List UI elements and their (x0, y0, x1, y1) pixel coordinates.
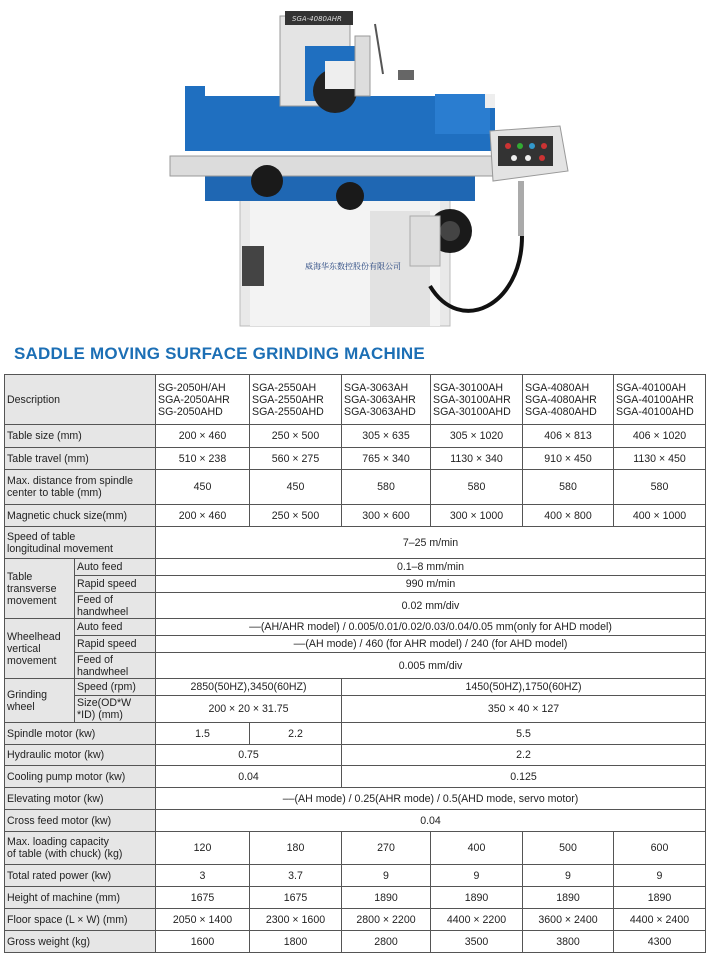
cell: 250 × 500 (250, 505, 342, 527)
cell: 0.04 (156, 766, 342, 788)
cell: 300 × 600 (342, 505, 431, 527)
row-label: Hydraulic motor (kw) (5, 745, 156, 766)
table-row (5, 653, 706, 679)
cell: 4300 (614, 931, 706, 953)
cell: 2800 (342, 931, 431, 953)
machine-label: SGA-4080AHR (292, 15, 342, 23)
cell: 400 × 1000 (614, 505, 706, 527)
row-label: Magnetic chuck size(mm) (5, 505, 156, 527)
cell: ––(AH mode) / 460 (for AHR model) / 240 (for AHD model) (156, 636, 706, 653)
description-label: Description (5, 375, 156, 425)
table-row (5, 470, 706, 505)
row-label: Max. loading capacity of table (with chuck) (kg) (5, 832, 156, 865)
cell: 1.5 (156, 723, 250, 745)
page-title: SADDLE MOVING SURFACE GRINDING MACHINE (14, 344, 425, 363)
model-cell: SGA-2550AH SGA-2550AHR SGA-2550AHD (250, 375, 342, 425)
cell: ––(AH mode) / 0.25(AHR mode) / 0.5(AHD mode, servo motor) (156, 788, 706, 810)
table-row (5, 766, 706, 788)
cell: 1890 (342, 887, 431, 909)
row-label: Wheelhead vertical movement (5, 619, 75, 679)
sub-label: Auto feed (75, 559, 156, 576)
cell: 250 × 500 (250, 425, 342, 448)
table-row (5, 559, 706, 576)
cell: 9 (431, 865, 523, 887)
cell: 1890 (431, 887, 523, 909)
cell: 1130 × 450 (614, 448, 706, 470)
cell: 9 (342, 865, 431, 887)
cell: 4400 × 2200 (431, 909, 523, 931)
cell: 2050 × 1400 (156, 909, 250, 931)
cell: 200 × 460 (156, 425, 250, 448)
cell: 406 × 1020 (614, 425, 706, 448)
cell: 2300 × 1600 (250, 909, 342, 931)
cell: 510 × 238 (156, 448, 250, 470)
cell: 0.005 mm/div (156, 653, 706, 679)
table-row (5, 619, 706, 636)
cell: 0.75 (156, 745, 342, 766)
table-row (5, 679, 706, 696)
cell: 7–25 m/min (156, 527, 706, 559)
cell: 910 × 450 (523, 448, 614, 470)
row-label: Max. distance from spindle center to table (mm) (5, 470, 156, 505)
cell: 2.2 (342, 745, 706, 766)
sub-label: Speed (rpm) (75, 679, 156, 696)
cell: 0.125 (342, 766, 706, 788)
cell: 450 (250, 470, 342, 505)
model-cell: SGA-4080AH SGA-4080AHR SGA-4080AHD (523, 375, 614, 425)
table-row (5, 887, 706, 909)
table-row (5, 810, 706, 832)
row-label: Speed of table longitudinal movement (5, 527, 156, 559)
cell: 990 m/min (156, 576, 706, 593)
sub-label: Rapid speed (75, 576, 156, 593)
table-row (5, 527, 706, 559)
cell: 3600 × 2400 (523, 909, 614, 931)
row-label: Cooling pump motor (kw) (5, 766, 156, 788)
cell: 1600 (156, 931, 250, 953)
cell: 580 (523, 470, 614, 505)
cell: 5.5 (342, 723, 706, 745)
table-row (5, 865, 706, 887)
cell: 200 × 20 × 31.75 (156, 696, 342, 723)
cell: 0.1–8 mm/min (156, 559, 706, 576)
cell: 2.2 (250, 723, 342, 745)
table-row (5, 696, 706, 723)
row-label: Spindle motor (kw) (5, 723, 156, 745)
cell: 500 (523, 832, 614, 865)
model-cell: SGA-30100AH SGA-30100AHR SGA-30100AHD (431, 375, 523, 425)
cell: 0.02 mm/div (156, 593, 706, 619)
cell: 580 (342, 470, 431, 505)
cell: 1890 (523, 887, 614, 909)
sub-label: Rapid speed (75, 636, 156, 653)
model-cell: SGA-40100AH SGA-40100AHR SGA-40100AHD (614, 375, 706, 425)
cell: 600 (614, 832, 706, 865)
cell: 2850(50HZ),3450(60HZ) (156, 679, 342, 696)
table-row (5, 448, 706, 470)
table-row (5, 505, 706, 527)
cell: 180 (250, 832, 342, 865)
cell: 3800 (523, 931, 614, 953)
model-cell: SG-2050H/AH SGA-2050AHR SG-2050AHD (156, 375, 250, 425)
row-label: Table size (mm) (5, 425, 156, 448)
cell: 580 (431, 470, 523, 505)
sub-label: Feed of handwheel (75, 593, 156, 619)
table-row (5, 909, 706, 931)
cell: 1675 (156, 887, 250, 909)
row-label: Table transverse movement (5, 559, 75, 619)
table-row (5, 832, 706, 865)
cell: 400 (431, 832, 523, 865)
cell: 3 (156, 865, 250, 887)
row-label: Total rated power (kw) (5, 865, 156, 887)
row-label: Cross feed motor (kw) (5, 810, 156, 832)
cell: 9 (523, 865, 614, 887)
grinding-machine-image (130, 6, 575, 331)
sub-label: Size(OD*W *ID) (mm) (75, 696, 156, 723)
cell: 305 × 1020 (431, 425, 523, 448)
cell: 300 × 1000 (431, 505, 523, 527)
cell: 3500 (431, 931, 523, 953)
cell: 1890 (614, 887, 706, 909)
cell: 406 × 813 (523, 425, 614, 448)
cell: ––(AH/AHR model) / 0.005/0.01/0.02/0.03/0.04/0.05 mm(only for AHD model) (156, 619, 706, 636)
sub-label: Auto feed (75, 619, 156, 636)
table-row (5, 425, 706, 448)
table-row (5, 788, 706, 810)
base-label: 威海华东数控股份有限公司 (305, 262, 401, 271)
model-header-row (5, 375, 706, 425)
table-row (5, 745, 706, 766)
cell: 400 × 800 (523, 505, 614, 527)
table-row (5, 576, 706, 593)
cell: 1450(50HZ),1750(60HZ) (342, 679, 706, 696)
cell: 580 (614, 470, 706, 505)
row-label: Gross weight (kg) (5, 931, 156, 953)
cell: 305 × 635 (342, 425, 431, 448)
cell: 1800 (250, 931, 342, 953)
cell: 120 (156, 832, 250, 865)
table-row (5, 723, 706, 745)
cell: 765 × 340 (342, 448, 431, 470)
cell: 350 × 40 × 127 (342, 696, 706, 723)
row-label: Grinding wheel (5, 679, 75, 723)
cell: 1675 (250, 887, 342, 909)
cell: 560 × 275 (250, 448, 342, 470)
spec-table (4, 374, 706, 953)
cell: 9 (614, 865, 706, 887)
table-row (5, 593, 706, 619)
model-cell: SGA-3063AH SGA-3063AHR SGA-3063AHD (342, 375, 431, 425)
cell: 2800 × 2200 (342, 909, 431, 931)
sub-label: Feed of handwheel (75, 653, 156, 679)
cell: 450 (156, 470, 250, 505)
cell: 0.04 (156, 810, 706, 832)
row-label: Floor space (L × W) (mm) (5, 909, 156, 931)
cell: 270 (342, 832, 431, 865)
table-row (5, 636, 706, 653)
cell: 1130 × 340 (431, 448, 523, 470)
cell: 3.7 (250, 865, 342, 887)
cell: 200 × 460 (156, 505, 250, 527)
cell: 4400 × 2400 (614, 909, 706, 931)
table-row (5, 931, 706, 953)
row-label: Height of machine (mm) (5, 887, 156, 909)
row-label: Table travel (mm) (5, 448, 156, 470)
row-label: Elevating motor (kw) (5, 788, 156, 810)
